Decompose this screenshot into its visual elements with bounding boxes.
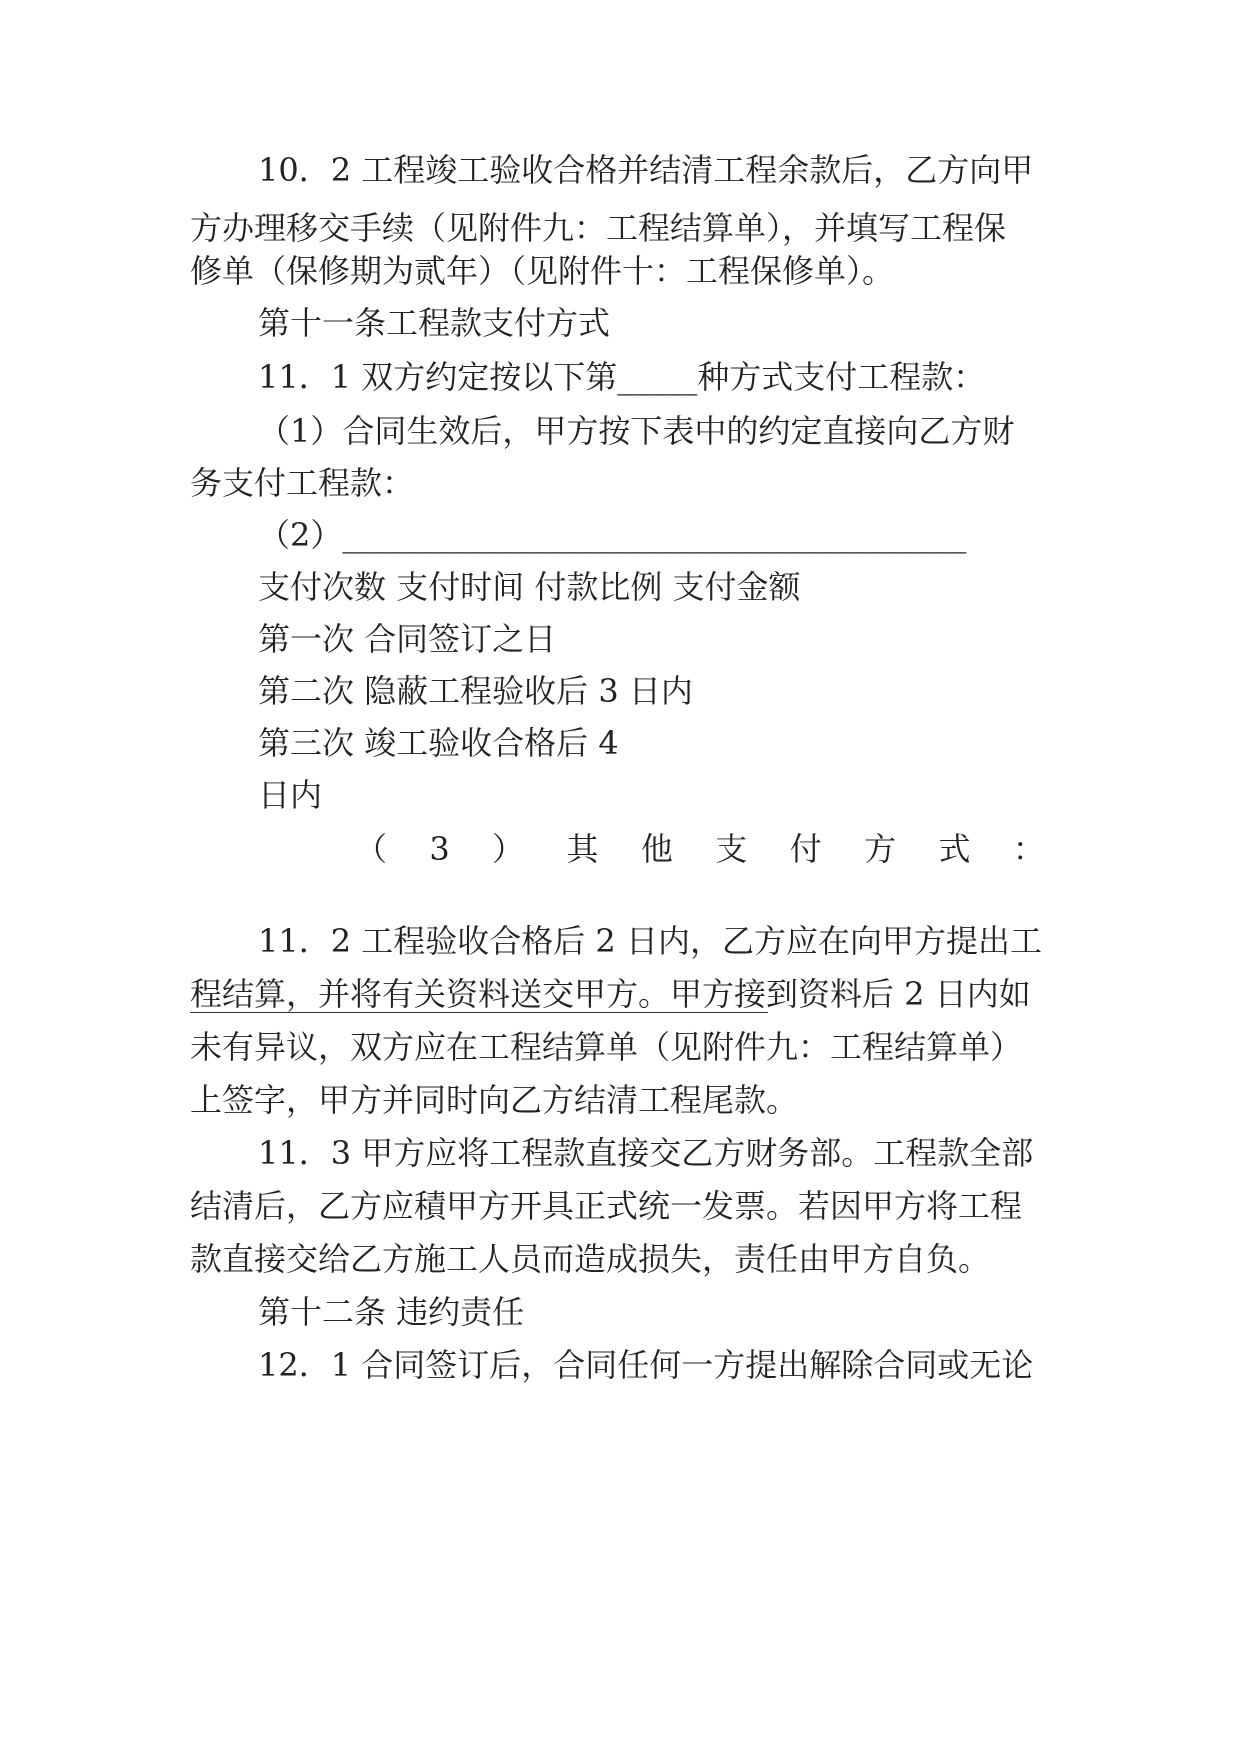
option-3-char: 付 bbox=[789, 830, 822, 868]
option-3-char: 式 bbox=[938, 830, 971, 868]
article-12-heading: 第十二条 违约责任 bbox=[258, 1293, 525, 1331]
article-11-heading: 第十一条工程款支付方式 bbox=[258, 304, 611, 342]
option-1-line-1: （1）合同生效后，甲方按下表中的约定直接向乙方财 bbox=[258, 412, 1015, 450]
clause-11-2-line-1: 11．2 工程验收合格后 2 日内，乙方应在向甲方提出工 bbox=[258, 922, 1042, 960]
clause-11-2-line-2: 程结算，并将有关资料送交甲方。甲方接到资料后 2 日内如 bbox=[190, 975, 1031, 1013]
payment-table-header: 支付次数 支付时间 付款比例 支付金额 bbox=[258, 568, 801, 606]
clause-11-3-line-2: 结清后，乙方应積甲方开具正式统一发票。若因甲方将工程 bbox=[190, 1187, 1023, 1225]
option-3-char: 3 bbox=[429, 830, 450, 868]
clause-10-2-line-3: 修单（保修期为贰年）（见附件十：工程保修单）。 bbox=[190, 252, 895, 290]
clause-12-1-line-1: 12．1 合同签订后，合同任何一方提出解除合同或无论 bbox=[258, 1346, 1034, 1384]
option-3-char: 方 bbox=[864, 830, 897, 868]
clause-10-2-line-2: 方办理移交手续（见附件九：工程结算单），并填写工程保 bbox=[190, 209, 1007, 247]
clause-11-3-line-1: 11．3 甲方应将工程款直接交乙方财务部。工程款全部 bbox=[258, 1134, 1034, 1172]
payment-row-3: 第三次 竣工验收合格后 4 bbox=[258, 724, 619, 762]
option-3-char: ： bbox=[1012, 830, 1045, 868]
payment-row-3-cont: 日内 bbox=[258, 776, 323, 814]
payment-row-2: 第二次 隐蔽工程验收后 3 日内 bbox=[258, 672, 693, 710]
clause-11-2-line-4: 上签字，甲方并同时向乙方结清工程尾款。 bbox=[190, 1081, 799, 1119]
clause-10-2-line-1: 10．2 工程竣工验收合格并结清工程余款后，乙方向甲 bbox=[258, 151, 1034, 189]
option-3-line bbox=[355, 829, 1045, 869]
clause-11-2-line-3: 未有异议，双方应在工程结算单（见附件九：工程结算单） bbox=[190, 1028, 1023, 1066]
option-2-line: （2）_______________________________________ bbox=[258, 516, 967, 554]
clause-11-3-line-3: 款直接交给乙方施工人员而造成损失，责任由甲方自负。 bbox=[190, 1240, 991, 1278]
payment-row-1: 第一次 合同签订之日 bbox=[258, 620, 557, 658]
clause-11-1: 11．1 双方约定按以下第_____种方式支付工程款： bbox=[258, 358, 986, 396]
option-3-char: （ bbox=[355, 830, 388, 868]
option-3-char: ） bbox=[492, 830, 525, 868]
option-3-char: 其 bbox=[566, 830, 599, 868]
option-3-char: 他 bbox=[640, 830, 673, 868]
option-1-line-2: 务支付工程款： bbox=[190, 464, 415, 502]
option-3-char: 支 bbox=[715, 830, 748, 868]
